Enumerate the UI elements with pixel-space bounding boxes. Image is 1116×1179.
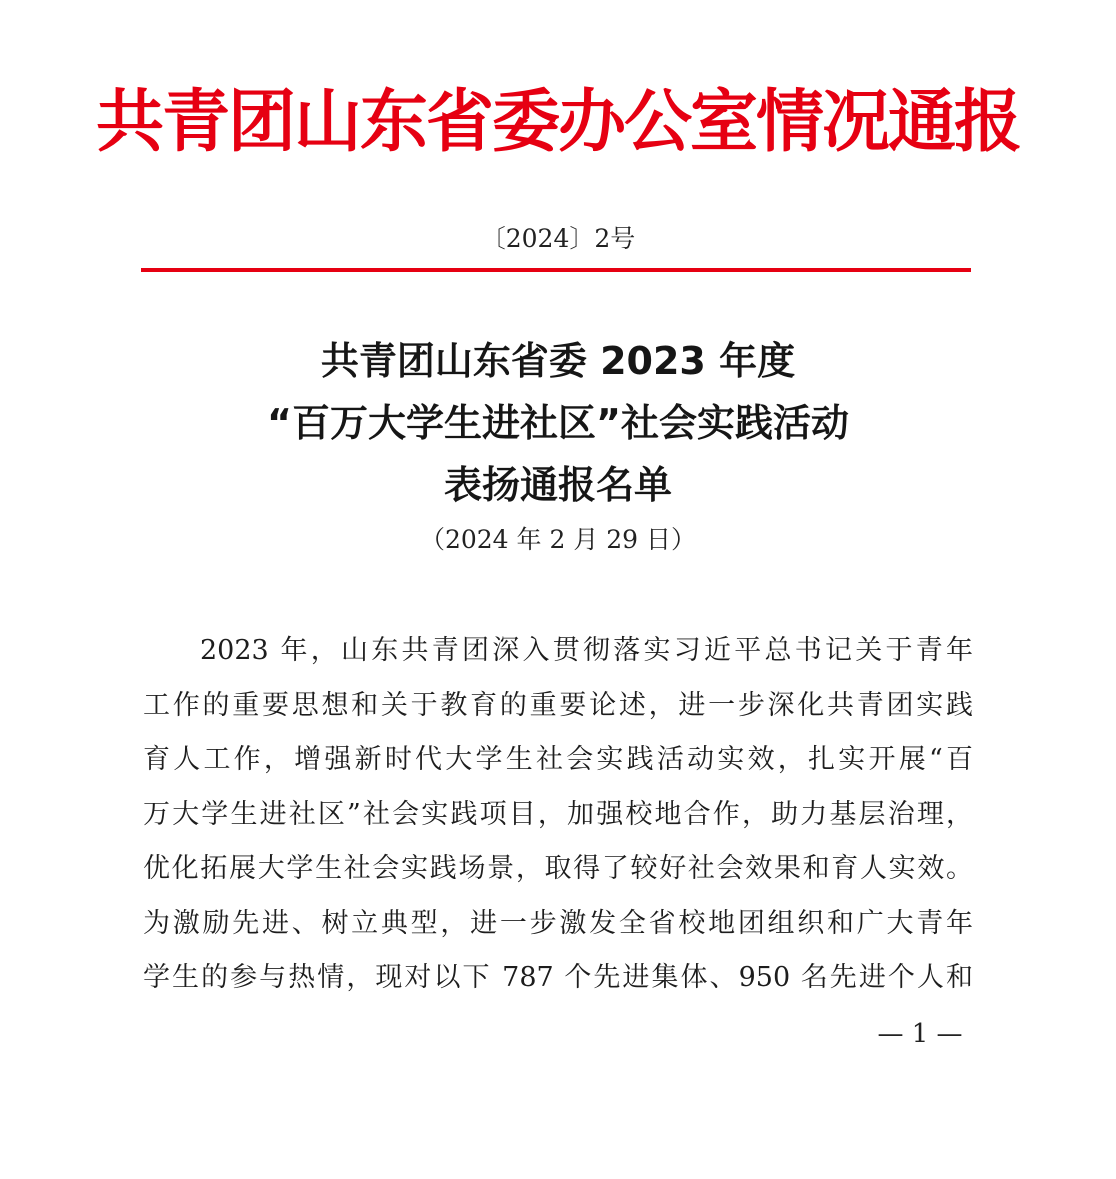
document-title bbox=[0, 330, 1116, 516]
document-masthead: 共青团山东省委办公室情况通报 bbox=[95, 83, 1020, 162]
body-line: 育人工作，增强新时代大学生社会实践活动实效，扎实开展“百 bbox=[143, 744, 973, 775]
title-line-1: 共青团山东省委 2023 年度 bbox=[320, 339, 796, 383]
body-line: 工作的重要思想和关于教育的重要论述，进一步深化共青团实践 bbox=[143, 689, 973, 721]
body-line: 为激励先进、树立典型，进一步激发全省校地团组织和广大青年 bbox=[143, 907, 973, 939]
body-line: 万大学生进社区”社会实践项目，加强校地合作，助力基层治理， bbox=[143, 798, 973, 830]
title-line-2: “百万大学生进社区”社会实践活动 bbox=[267, 401, 849, 445]
document-number: 〔2024〕2号 bbox=[480, 224, 636, 253]
body-line: 2023 年，山东共青团深入贯彻落实习近平总书记关于青年 bbox=[200, 635, 973, 666]
body-paragraph bbox=[143, 624, 973, 1006]
body-line: 学生的参与热情，现对以下 787 个先进集体、950 名先进个人和 bbox=[143, 962, 973, 993]
body-line: 优化拓展大学生社会实践场景，取得了较好社会效果和育人实效。 bbox=[143, 853, 973, 884]
document-date: （2024 年 2 月 29 日） bbox=[419, 525, 697, 554]
page-number: — 1 — bbox=[877, 1019, 963, 1049]
title-line-3: 表扬通报名单 bbox=[443, 463, 672, 507]
red-divider-line bbox=[141, 268, 971, 272]
